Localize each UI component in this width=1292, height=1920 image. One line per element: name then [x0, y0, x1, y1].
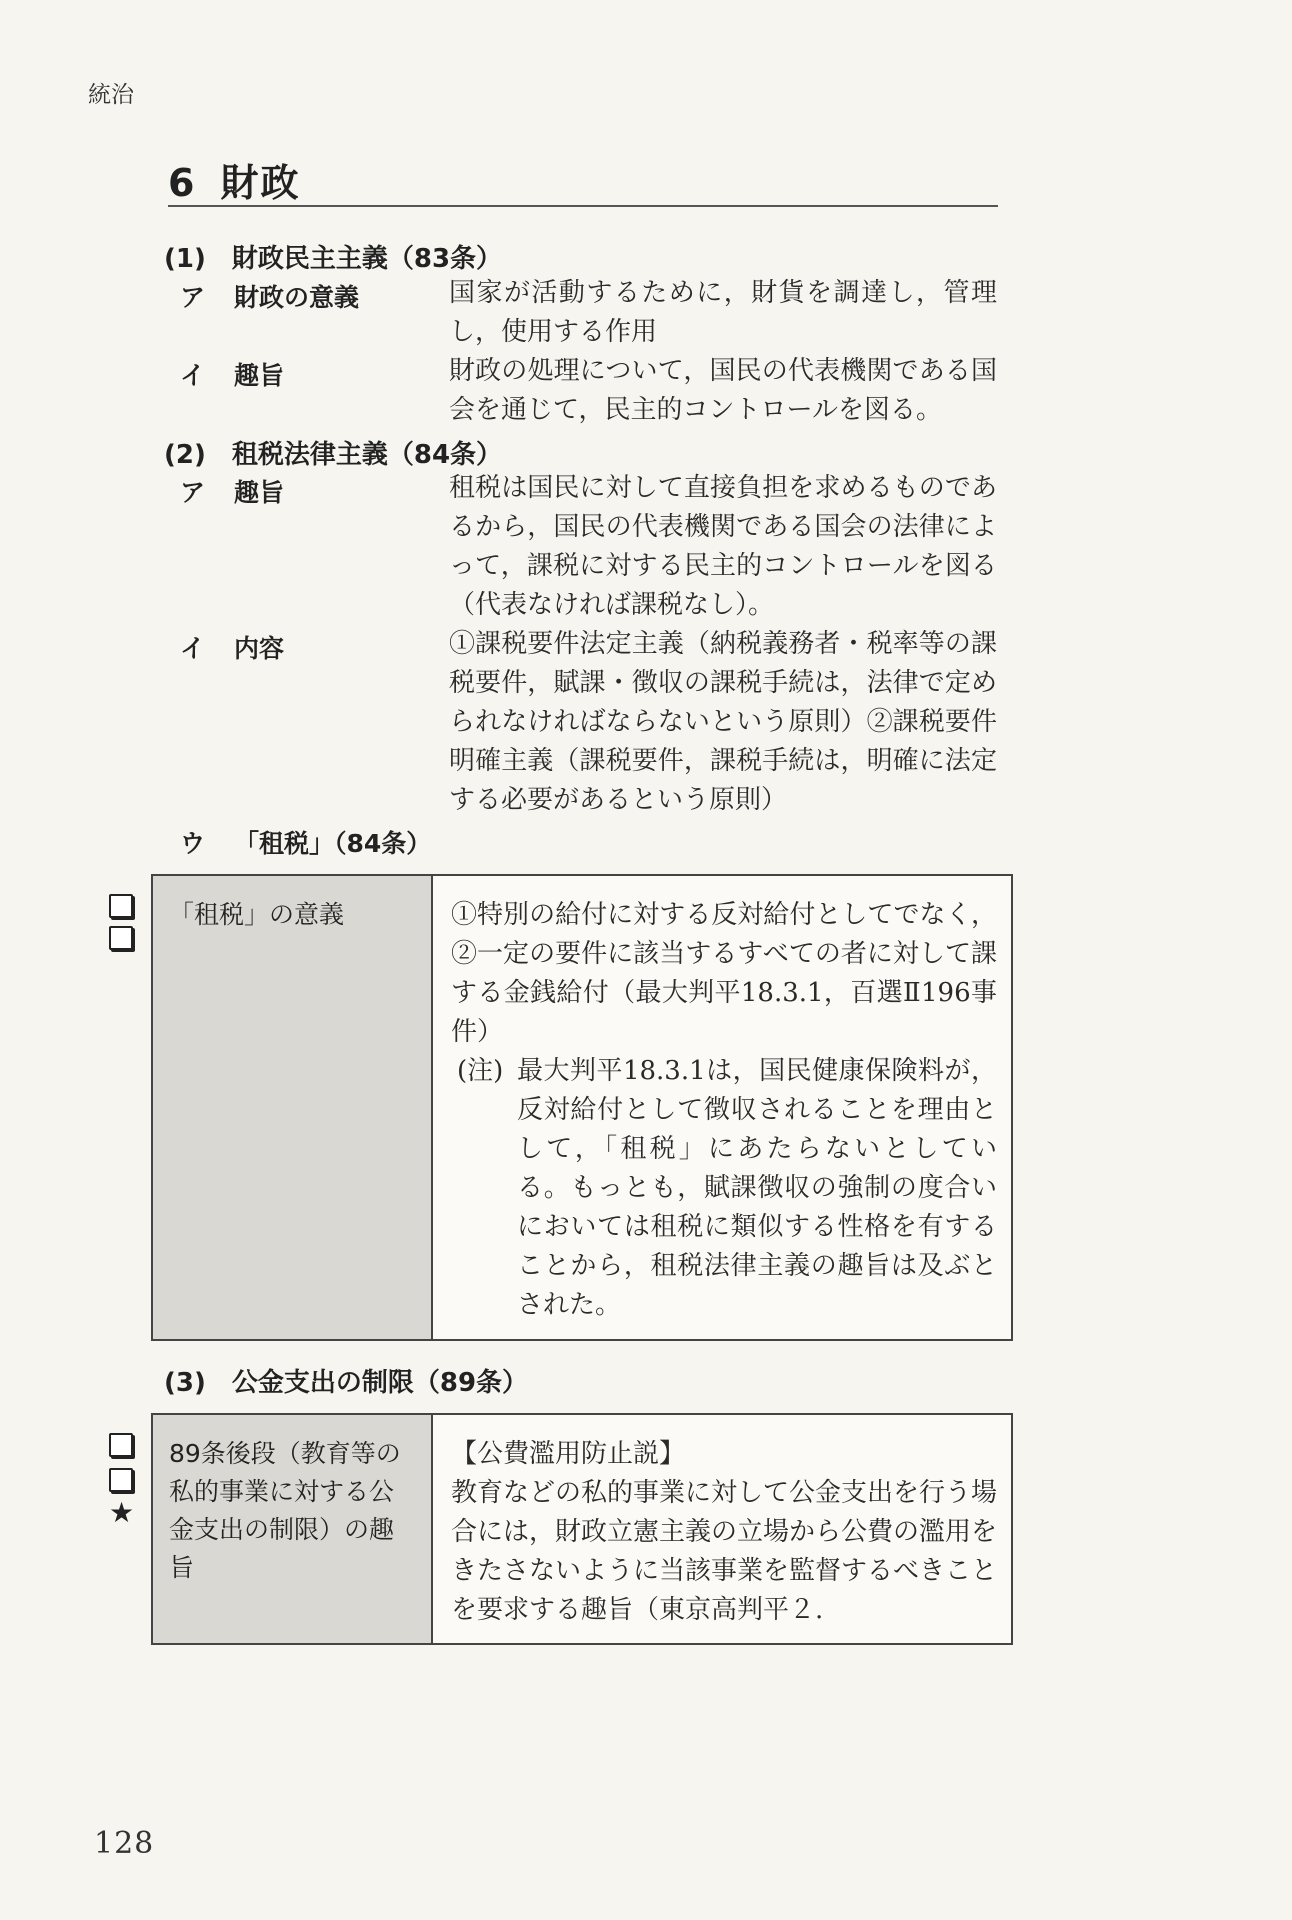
definition-box-tax	[151, 874, 1013, 1341]
item-mark: イ	[180, 361, 206, 390]
chapter-number: 6	[168, 161, 197, 205]
item-text-1a: 国家が活動するために，財貨を調達し，管理し，使用する作用	[449, 278, 997, 347]
running-head: 統治	[88, 82, 134, 108]
item-label-1a	[180, 278, 359, 314]
item-label-text: 「租税」（84条）	[234, 829, 432, 858]
box-content	[433, 1415, 1011, 1643]
item-text-2a: 租税は国民に対して直接負担を求めるものであるから，国民の代表機関である国会の法律によって，課税に対する民主的コントロールを図る（代表なければ課税なし）。	[449, 473, 997, 620]
checkbox-icon[interactable]	[109, 894, 133, 918]
box-note	[451, 1052, 997, 1325]
item-label-2c	[180, 824, 431, 860]
page-number: 128	[94, 1826, 155, 1861]
checkbox-icon[interactable]	[109, 1468, 133, 1492]
item-label-text: 内容	[234, 634, 285, 663]
box-text: ①特別の給付に対する反対給付としてでなく，②一定の要件に該当するすべての者に対して課する金銭給付（最大判平18.3.1，百選Ⅱ196事件）	[451, 900, 997, 1047]
item-label-2b	[180, 629, 284, 665]
box-label: 「租税」の意義	[153, 876, 433, 1339]
item-mark: イ	[180, 634, 206, 663]
item-text-1b: 財政の処理について，国民の代表機関である国会を通じて，民主的コントロールを図る。	[449, 356, 997, 425]
item-label-1b	[180, 356, 284, 392]
star-icon: ★	[109, 1496, 135, 1529]
item-mark: ア	[180, 283, 206, 312]
chapter-title-text: 財政	[220, 161, 301, 205]
item-label-text: 趣旨	[234, 361, 285, 390]
item-label-text: 趣旨	[234, 478, 285, 507]
note-text: 最大判平18.3.1は，国民健康保険料が，反対給付として徴収されることを理由として，「租税」にあたらないとしている。もっとも，賦課徴収の強制の度合いにおいては租税に類似する性格を有することから，租税法律主義の趣旨は及ぶとされた。	[517, 1056, 997, 1320]
section-heading-3: (3) 公金支出の制限（89条）	[164, 1368, 529, 1398]
box-content	[433, 876, 1011, 1339]
title-rule	[168, 205, 998, 207]
definition-box-article89	[151, 1413, 1013, 1645]
item-label-text: 財政の意義	[234, 283, 360, 312]
item-mark: ア	[180, 478, 206, 507]
note-label: (注)	[457, 1056, 504, 1086]
checkbox-icon[interactable]	[109, 1433, 133, 1457]
checkbox-icon[interactable]	[109, 926, 133, 950]
item-text-2b: ①課税要件法定主義（納税義務者・税率等の課税要件，賦課・徴収の課税手続は，法律で定められなければならないという原則）②課税要件明確主義（課税要件，課税手続は，明確に法定する必要があるという原則）	[449, 629, 997, 815]
section-heading-2: (2) 租税法律主義（84条）	[164, 440, 503, 470]
section-heading-1: (1) 財政民主主義（83条）	[164, 244, 503, 274]
box-title: 【公費濫用防止説】	[451, 1439, 686, 1469]
box-label: 89条後段（教育等の私的事業に対する公金支出の制限）の趣旨	[153, 1415, 433, 1643]
item-label-2a	[180, 473, 284, 509]
chapter-title	[168, 152, 300, 207]
box-text: 教育などの私的事業に対して公金支出を行う場合には，財政立憲主義の立場から公費の濫用をきたさないように当該事業を監督するべきことを要求する趣旨（東京高判平２.	[451, 1478, 998, 1625]
item-mark: ウ	[180, 829, 206, 858]
